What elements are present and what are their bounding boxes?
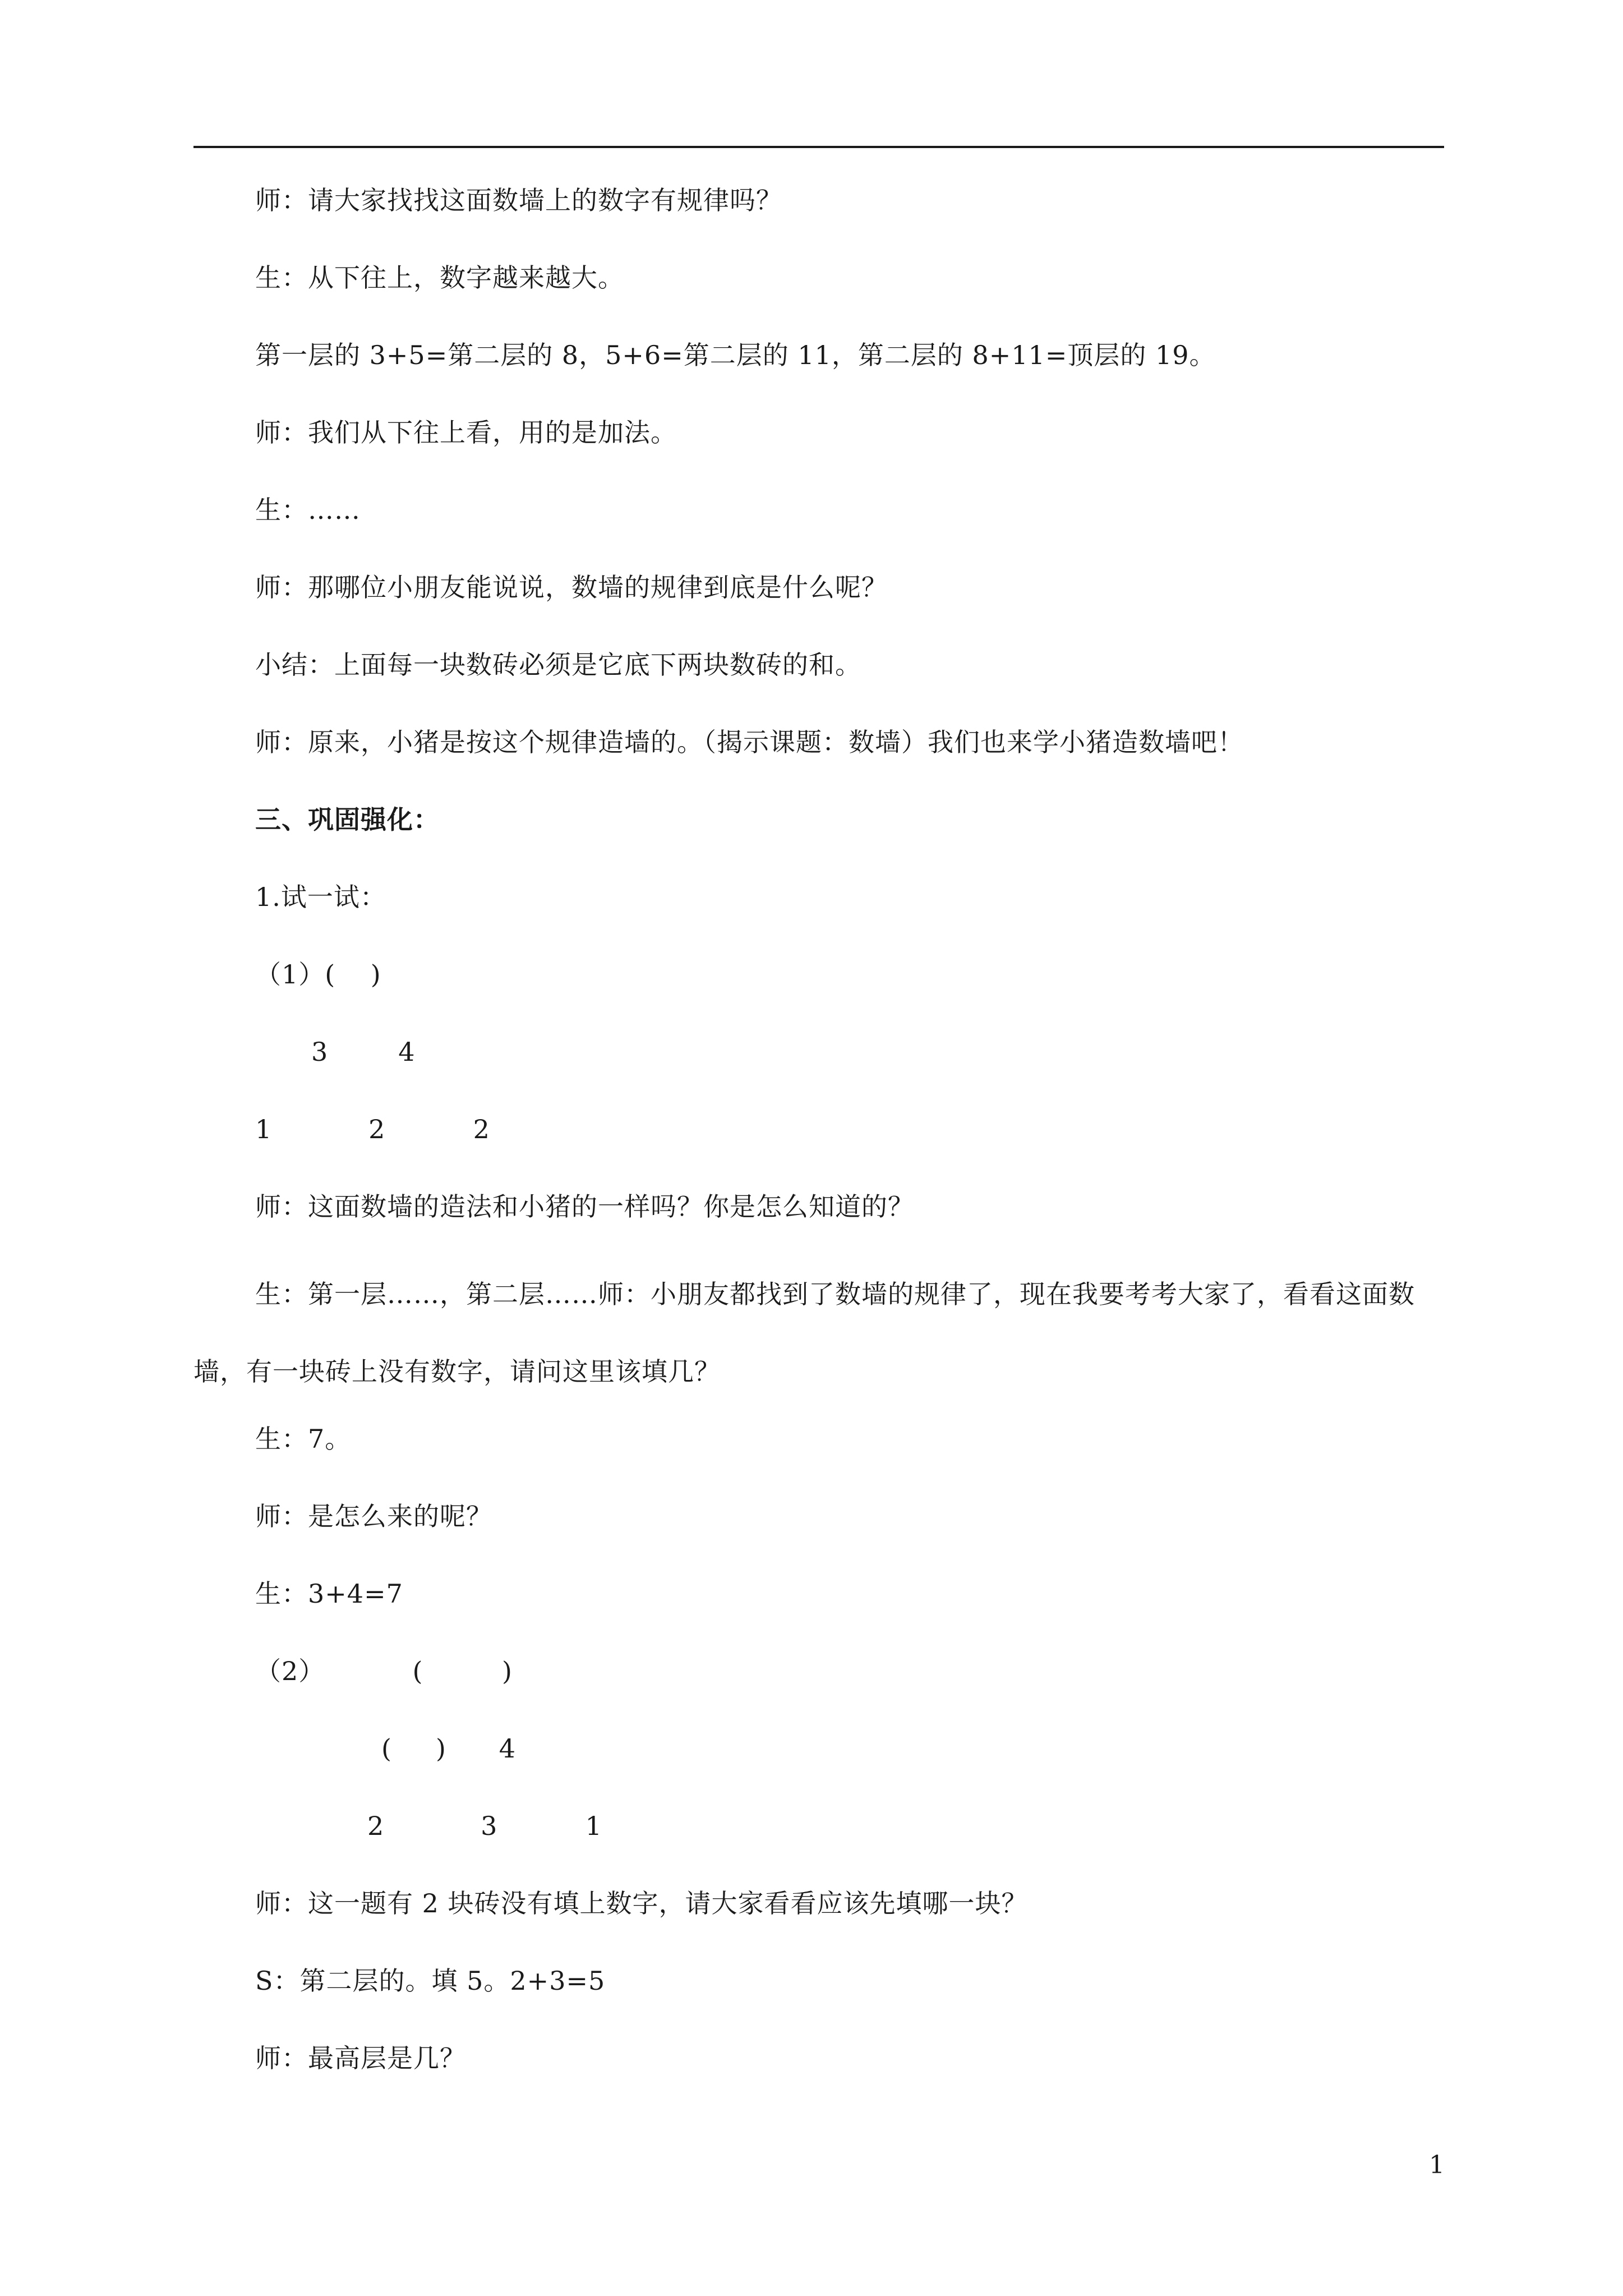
header-rule [193, 146, 1444, 148]
dialogue-line: 师：最高层是几？ [255, 2043, 466, 2073]
dialogue-line: 师：那哪位小朋友能说说，数墙的规律到底是什么呢？ [255, 572, 888, 602]
dialogue-line: 师：这一题有 2 块砖没有填上数字，请大家看看应该先填哪一块？ [255, 1888, 1028, 1918]
number-wall-row: 3 4 [311, 1037, 416, 1067]
dialogue-line: 生：3+4=7 [255, 1579, 403, 1609]
dialogue-line: 师：我们从下往上看，用的是加法。 [255, 417, 677, 448]
number-wall-row: 2 3 1 [367, 1811, 602, 1841]
dialogue-line: 生：7。 [255, 1424, 352, 1454]
dialogue-line: S：第二层的。填 5。2+3=5 [255, 1966, 606, 1996]
dialogue-line: 师：这面数墙的造法和小猪的一样吗？你是怎么知道的？ [255, 1191, 914, 1222]
dialogue-line: 生：从下往上，数字越来越大。 [255, 263, 624, 293]
number-wall-row: 1 2 2 [255, 1114, 490, 1144]
page-number: 1 [1429, 2151, 1445, 2179]
dialogue-line: 生：…… [255, 495, 361, 525]
dialogue-line: 师：是怎么来的呢？ [255, 1501, 492, 1531]
dialogue-line: 第一层的 3+5=第二层的 8，5+6=第二层的 11，第二层的 8+11=顶层的 19。 [255, 340, 1216, 370]
section-heading: 三、巩固强化： [255, 804, 440, 835]
exercise-heading: 1.试一试： [255, 882, 386, 912]
number-wall-row: ( ) 4 [381, 1733, 517, 1764]
summary-line: 小结：上面每一块数砖必须是它底下两块数砖的和。 [255, 650, 861, 680]
number-wall-row: （1）( ) [255, 959, 381, 990]
dialogue-paragraph-text: 生：第一层……，第二层……师：小朋友都找到了数墙的规律了，现在我要考考大家了，看看这面数墙，有一块砖上没有数字，请问这里该填几？ [193, 1279, 1415, 1387]
number-wall-row: （2） ( ) [255, 1656, 513, 1686]
dialogue-line: 师：原来，小猪是按这个规律造墙的。（揭示课题：数墙）我们也来学小猪造数墙吧！ [255, 727, 1244, 757]
dialogue-paragraph [193, 1255, 1444, 1410]
dialogue-line: 师：请大家找找这面数墙上的数字有规律吗？ [255, 185, 782, 215]
